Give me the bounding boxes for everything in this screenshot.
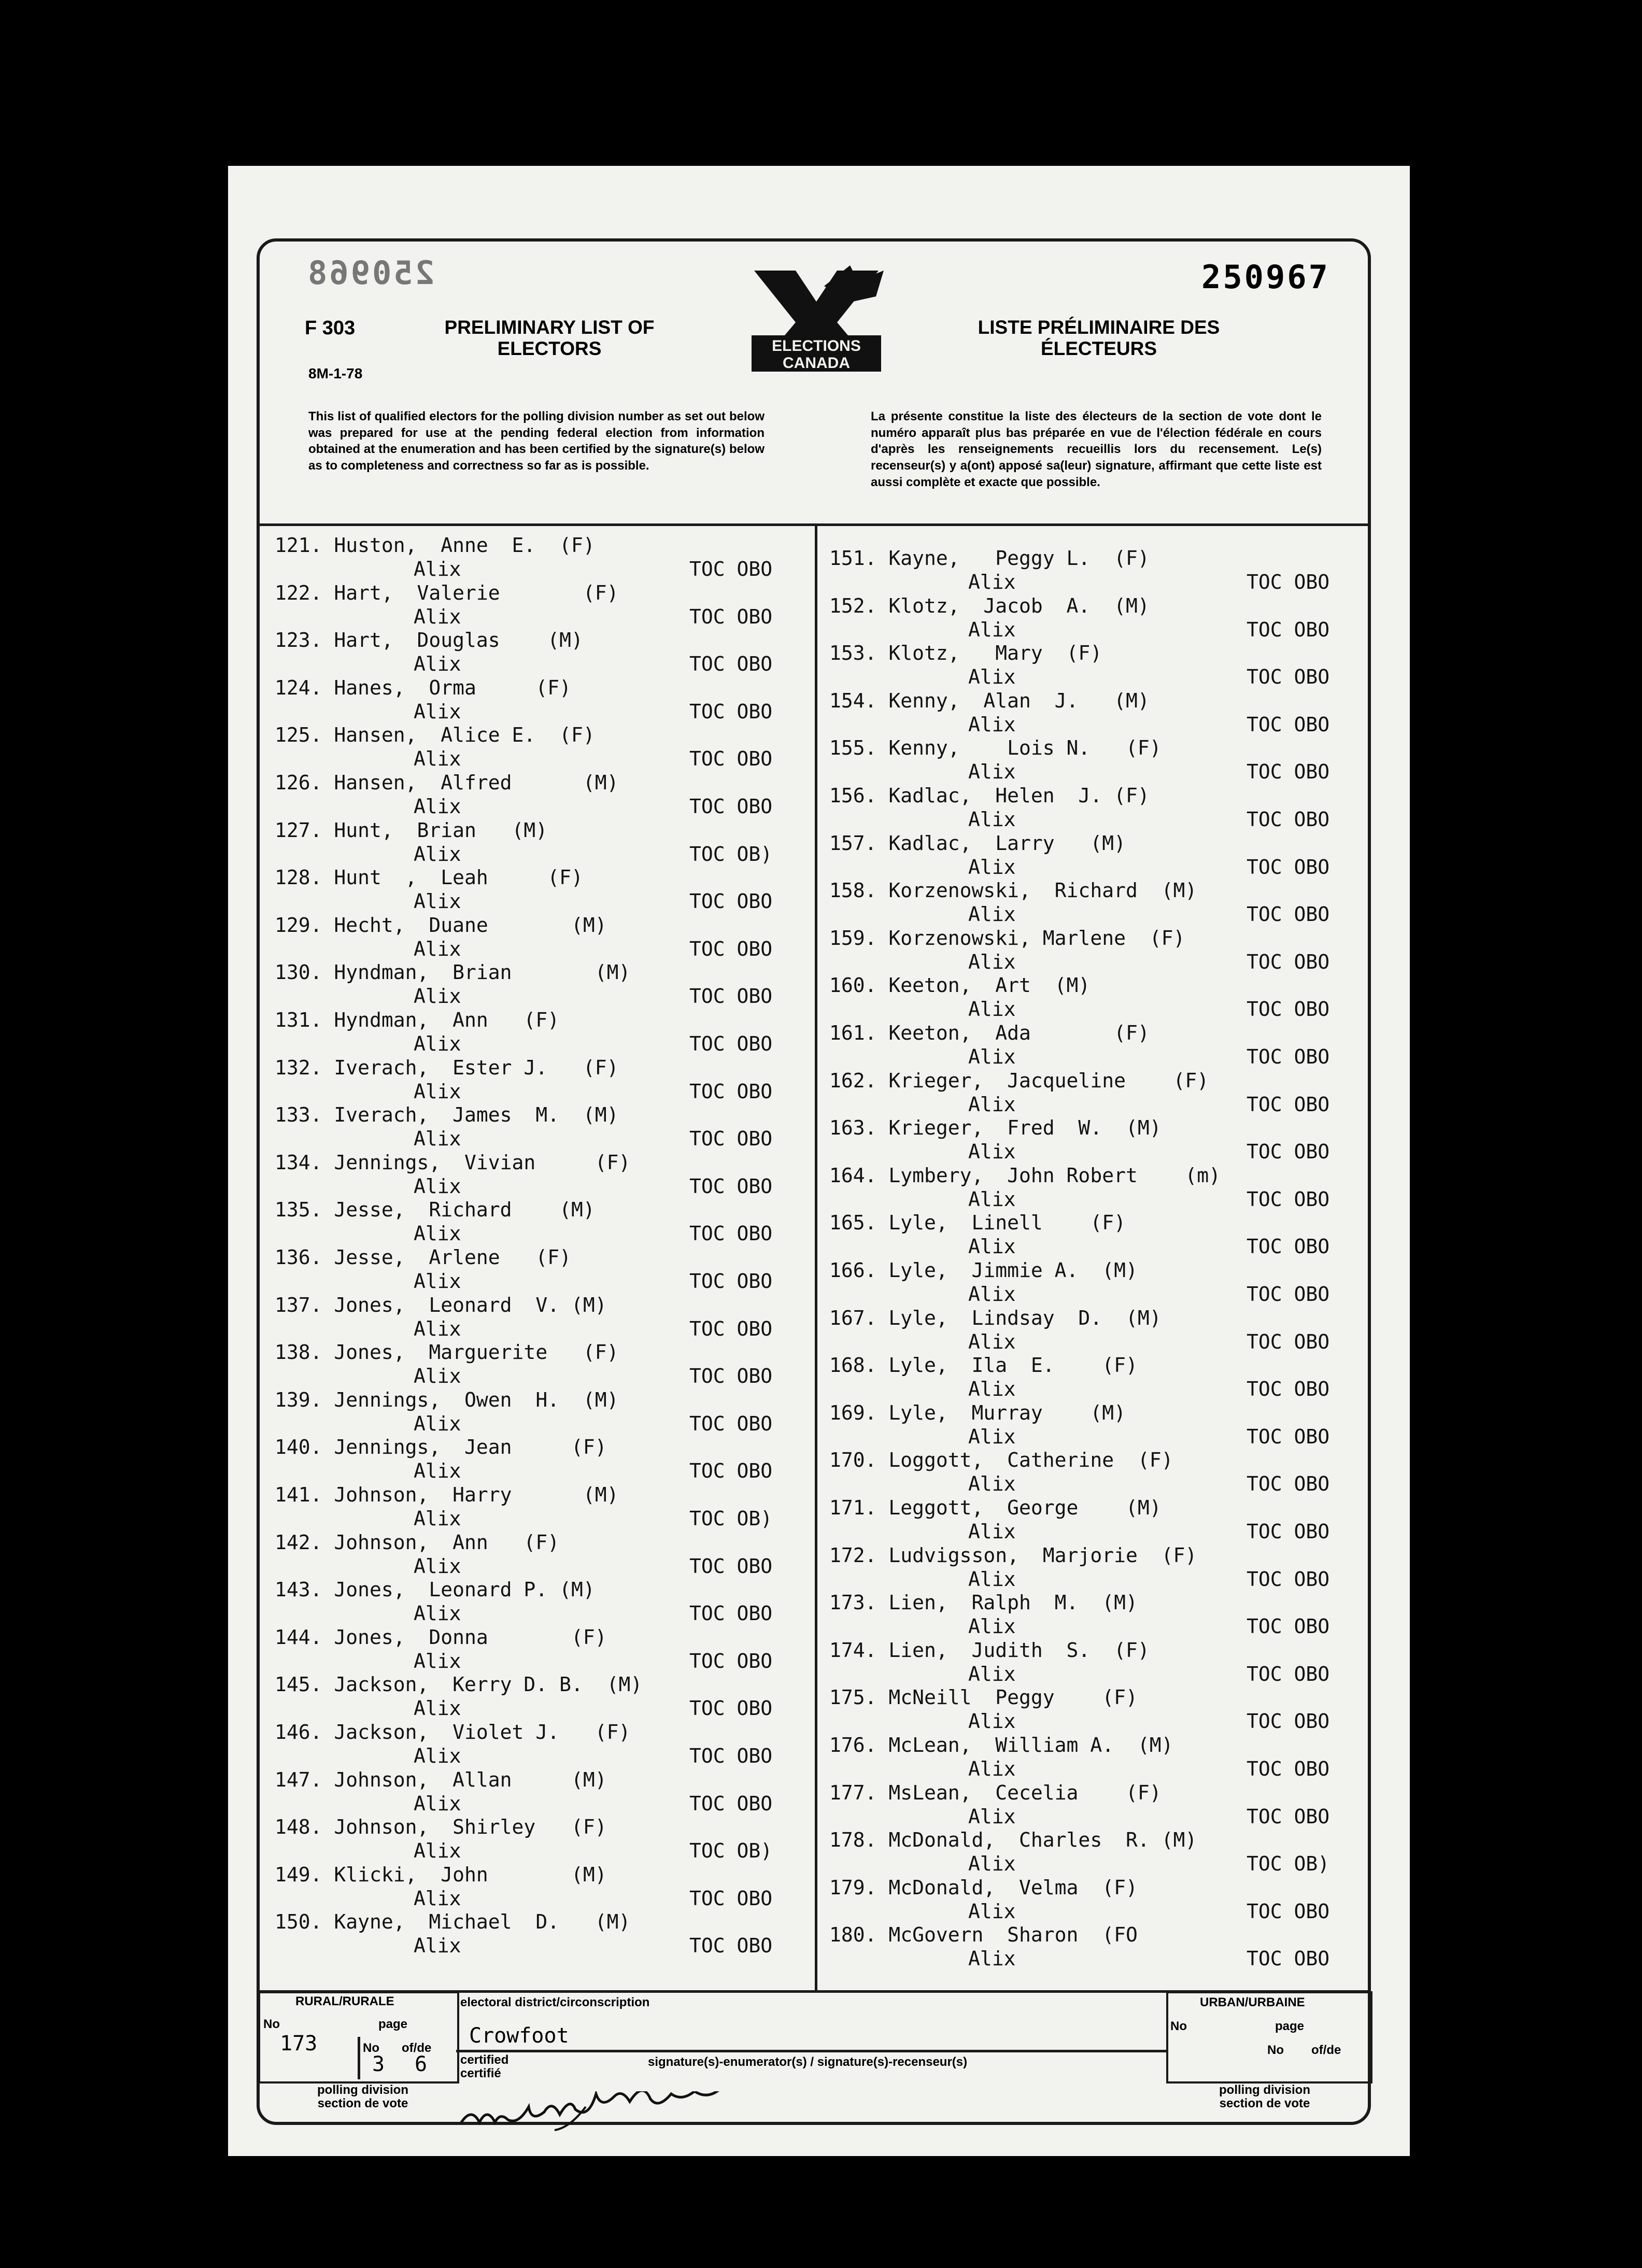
district-label: electoral district/circonscription: [460, 1995, 650, 2009]
elector-code: TOC OBO: [689, 700, 773, 723]
elector-place: Alix: [414, 1365, 461, 1388]
rural-label: RURAL/RURALE: [295, 1994, 394, 2008]
elector-code: TOC OBO: [1247, 1472, 1330, 1496]
elector-code: TOC OBO: [1247, 1710, 1330, 1733]
elector-code: TOC OBO: [689, 1317, 773, 1340]
elector-name: 133. Iverach, James M. (M): [275, 1103, 619, 1127]
elector-place: Alix: [968, 1615, 1016, 1638]
elector-name: 163. Krieger, Fred W. (M): [829, 1116, 1162, 1140]
elector-place: Alix: [968, 998, 1016, 1021]
elector-name: 146. Jackson, Violet J. (F): [275, 1721, 631, 1743]
urban-no-label: No: [1170, 2019, 1187, 2033]
elector-name: 151. Kayne, Peggy L. (F): [829, 547, 1150, 570]
elector-place: Alix: [968, 1045, 1016, 1068]
elector-code: TOC OBO: [1247, 1045, 1330, 1068]
elector-place: Alix: [414, 558, 461, 580]
elector-code: TOC OBO: [689, 1887, 773, 1910]
page-number: 3: [372, 2052, 385, 2076]
elector-code: TOC OBO: [689, 1745, 773, 1767]
elector-place: Alix: [414, 1127, 461, 1151]
district-underline: [456, 2050, 1166, 2052]
elector-code: TOC OB): [689, 1839, 773, 1863]
elector-name: 150. Kayne, Michael D. (M): [275, 1910, 631, 1934]
elector-code: TOC OBO: [1247, 1235, 1330, 1258]
elector-name: 129. Hecht, Duane (M): [275, 913, 607, 937]
elector-place: Alix: [968, 1378, 1016, 1401]
elector-place: Alix: [968, 1567, 1016, 1591]
page-label: page: [378, 2017, 408, 2031]
elector-name: 154. Kenny, Alan J. (M): [829, 689, 1150, 712]
elector-name: 156. Kadlac, Helen J. (F): [829, 784, 1150, 807]
elector-name: 161. Keeton, Ada (F): [829, 1022, 1150, 1044]
elector-place: Alix: [968, 1520, 1016, 1543]
elector-place: Alix: [968, 1283, 1016, 1306]
elector-name: 121. Huston, Anne E. (F): [275, 534, 595, 557]
elector-code: TOC OBO: [1247, 1187, 1330, 1211]
elector-code: TOC OBO: [1247, 808, 1330, 831]
elector-place: Alix: [968, 1662, 1016, 1685]
elector-code: TOC OBO: [1247, 1520, 1330, 1543]
page-box-divider: [358, 2037, 360, 2079]
elector-code: TOC OBO: [689, 1270, 773, 1293]
elector-name: 175. McNeill Peggy (F): [829, 1686, 1138, 1709]
polling-division-number: 173: [280, 2032, 318, 2056]
elector-place: Alix: [414, 747, 461, 771]
title-english: PRELIMINARY LIST OF ELECTORS: [444, 317, 655, 359]
page-no-label: No: [363, 2041, 379, 2055]
elector-place: Alix: [968, 1235, 1016, 1258]
elector-name: 170. Loggott, Catherine (F): [829, 1449, 1173, 1472]
signature-label: signature(s)-enumerator(s) / signature(s)-recenseur(s): [648, 2055, 968, 2069]
elector-code: TOC OBO: [689, 1697, 773, 1720]
district-value: Crowfoot: [469, 2024, 569, 2048]
elector-place: Alix: [414, 1649, 461, 1672]
polling-division-label: polling division section de vote: [317, 2083, 408, 2111]
elector-code: TOC OB): [689, 842, 773, 866]
elector-place: Alix: [968, 1425, 1016, 1448]
elector-place: Alix: [414, 605, 461, 628]
elector-place: Alix: [414, 1317, 461, 1340]
elector-code: TOC OBO: [1247, 1567, 1330, 1591]
elector-code: TOC OBO: [689, 1554, 773, 1578]
elector-place: Alix: [968, 1187, 1016, 1211]
elector-code: TOC OBO: [689, 890, 773, 913]
elector-code: TOC OBO: [689, 1222, 773, 1245]
elector-name: 125. Hansen, Alice E. (F): [275, 724, 595, 747]
elector-code: TOC OBO: [1247, 903, 1330, 926]
elector-name: 140. Jennings, Jean (F): [275, 1436, 607, 1459]
elector-code: TOC OBO: [689, 653, 773, 676]
elector-place: Alix: [968, 760, 1016, 784]
elector-place: Alix: [414, 985, 461, 1008]
elector-code: TOC OBO: [1247, 713, 1330, 736]
intro-french: La présente constitue la liste des électeurs de la section de vote dont le numéro apparaît plus bas préparée en vue de l'élection fédérale en cours d'après les renseignements recueillis lors du recensement. Le(s) recenseur(s) y a(ont) apposé sa(leur) signature, affirmant que cette liste est aussi complète et exacte que possible.: [871, 409, 1322, 489]
urban-label: URBAN/URBAINE: [1200, 1995, 1305, 2009]
elector-code: TOC OBO: [1247, 665, 1330, 689]
elector-code: TOC OBO: [689, 747, 773, 771]
elector-place: Alix: [414, 1459, 461, 1483]
elector-place: Alix: [968, 808, 1016, 831]
elector-code: TOC OBO: [689, 1127, 773, 1151]
elector-name: 149. Klicki, John (M): [275, 1863, 607, 1886]
elector-place: Alix: [968, 1710, 1016, 1733]
elector-place: Alix: [414, 1602, 461, 1625]
elector-name: 123. Hart, Douglas (M): [275, 629, 583, 652]
elector-name: 124. Hanes, Orma (F): [275, 676, 571, 699]
elector-name: 178. McDonald, Charles R. (M): [829, 1828, 1197, 1852]
elector-name: 136. Jesse, Arlene (F): [275, 1246, 571, 1269]
elector-code: TOC OBO: [1247, 618, 1330, 641]
elector-place: Alix: [414, 1934, 461, 1958]
elector-code: TOC OBO: [689, 1080, 773, 1103]
elector-code: TOC OBO: [1247, 1283, 1330, 1306]
elector-name: 165. Lyle, Linell (F): [829, 1211, 1126, 1235]
elector-place: Alix: [968, 855, 1016, 878]
svg-text:CANADA: CANADA: [783, 355, 850, 372]
elector-place: Alix: [414, 1174, 461, 1198]
elector-name: 143. Jones, Leonard P. (M): [275, 1578, 595, 1601]
elector-code: TOC OBO: [689, 1649, 773, 1672]
elector-name: 141. Johnson, Harry (M): [275, 1483, 619, 1506]
column-divider: [815, 525, 817, 1991]
elector-place: Alix: [414, 795, 461, 818]
urban-of-label: of/de: [1311, 2043, 1341, 2057]
header-divider: [258, 523, 1369, 526]
elector-code: TOC OBO: [1247, 1378, 1330, 1401]
elector-code: TOC OBO: [1247, 1805, 1330, 1828]
elector-place: Alix: [968, 618, 1016, 641]
form-date: 8M-1-78: [308, 365, 363, 381]
elector-place: Alix: [968, 1140, 1016, 1164]
elector-place: Alix: [414, 700, 461, 723]
elector-name: 131. Hyndman, Ann (F): [275, 1009, 560, 1031]
elector-code: TOC OBO: [689, 1792, 773, 1815]
elector-code: TOC OBO: [689, 985, 773, 1008]
elector-code: TOC OBO: [1247, 998, 1330, 1021]
elector-place: Alix: [414, 1792, 461, 1815]
elector-place: Alix: [968, 1330, 1016, 1353]
elector-name: 152. Klotz, Jacob A. (M): [829, 594, 1150, 617]
elector-name: 127. Hunt, Brian (M): [275, 818, 548, 842]
enumerator-signature: [456, 2091, 777, 2138]
elector-code: TOC OBO: [689, 1032, 773, 1055]
elector-name: 144. Jones, Donna (F): [275, 1625, 607, 1649]
elector-code: TOC OBO: [1247, 1140, 1330, 1164]
elector-place: Alix: [414, 842, 461, 866]
elector-code: TOC OBO: [1247, 950, 1330, 973]
urban-page-no-label: No: [1267, 2043, 1284, 2057]
elector-name: 168. Lyle, Ila E. (F): [829, 1354, 1138, 1377]
elector-name: 169. Lyle, Murray (M): [829, 1401, 1126, 1424]
elector-name: 179. McDonald, Velma (F): [829, 1876, 1138, 1899]
elector-name: 160. Keeton, Art (M): [829, 974, 1091, 997]
elector-place: Alix: [968, 1472, 1016, 1496]
elector-place: Alix: [968, 950, 1016, 973]
elector-code: TOC OB): [689, 1507, 773, 1530]
elector-place: Alix: [414, 1745, 461, 1767]
elector-code: TOC OBO: [689, 795, 773, 818]
elector-place: Alix: [414, 1032, 461, 1055]
elector-name: 138. Jones, Marguerite (F): [275, 1341, 619, 1364]
elector-name: 164. Lymbery, John Robert (m): [829, 1164, 1221, 1187]
elector-code: TOC OBO: [1247, 1757, 1330, 1780]
elector-name: 174. Lien, Judith S. (F): [829, 1638, 1150, 1662]
elector-name: 167. Lyle, Lindsay D. (M): [829, 1306, 1162, 1329]
elector-place: Alix: [968, 1757, 1016, 1780]
elector-name: 176. McLean, William A. (M): [829, 1734, 1173, 1756]
elector-place: Alix: [414, 1270, 461, 1293]
elector-place: Alix: [968, 903, 1016, 926]
elector-name: 135. Jesse, Richard (M): [275, 1198, 595, 1222]
elector-code: TOC OBO: [1247, 760, 1330, 784]
elector-place: Alix: [414, 1839, 461, 1863]
polling-division-label-urban: polling division section de vote: [1219, 2083, 1310, 2111]
elector-place: Alix: [414, 890, 461, 913]
page-total: 6: [415, 2052, 428, 2076]
elector-place: Alix: [968, 1900, 1016, 1923]
electors-column-right: [829, 547, 1363, 1988]
elector-place: Alix: [414, 1887, 461, 1910]
elector-code: TOC OBO: [1247, 1330, 1330, 1353]
elector-code: TOC OBO: [1247, 1425, 1330, 1448]
elector-code: TOC OBO: [689, 937, 773, 960]
elector-place: Alix: [414, 653, 461, 676]
elector-code: TOC OBO: [1247, 1662, 1330, 1685]
certified-label: certified certifié: [460, 2053, 509, 2081]
elector-place: Alix: [968, 1093, 1016, 1116]
elector-place: Alix: [968, 713, 1016, 736]
elector-name: 145. Jackson, Kerry D. B. (M): [275, 1673, 643, 1696]
serial-number-reverse: 250968: [306, 254, 434, 292]
title-french: LISTE PRÉLIMINAIRE DES ÉLECTEURS: [978, 317, 1220, 359]
elector-place: Alix: [414, 937, 461, 960]
elector-name: 122. Hart, Valerie (F): [275, 581, 619, 604]
elector-code: TOC OBO: [689, 1459, 773, 1483]
elector-name: 177. MsLean, Cecelia (F): [829, 1781, 1162, 1804]
elector-place: Alix: [414, 1507, 461, 1530]
elector-code: TOC OBO: [1247, 855, 1330, 878]
elector-name: 180. McGovern Sharon (FO: [829, 1923, 1138, 1947]
elector-name: 172. Ludvigsson, Marjorie (F): [829, 1543, 1197, 1567]
elector-code: TOC OBO: [689, 1174, 773, 1198]
elector-place: Alix: [414, 1412, 461, 1435]
elector-code: TOC OBO: [689, 605, 773, 628]
elector-name: 132. Iverach, Ester J. (F): [275, 1056, 619, 1079]
elector-name: 171. Leggott, George (M): [829, 1496, 1162, 1519]
elector-code: TOC OBO: [689, 1412, 773, 1435]
elector-name: 128. Hunt , Leah (F): [275, 866, 583, 889]
elector-place: Alix: [968, 1947, 1016, 1971]
page-of-label: of/de: [402, 2041, 432, 2055]
elector-code: TOC OBO: [1247, 571, 1330, 593]
form-number: F 303: [305, 317, 356, 339]
elector-name: 130. Hyndman, Brian (M): [275, 961, 631, 984]
elector-name: 155. Kenny, Lois N. (F): [829, 736, 1162, 760]
elector-name: 153. Klotz, Mary (F): [829, 642, 1102, 665]
elector-name: 142. Johnson, Ann (F): [275, 1530, 560, 1554]
elector-name: 159. Korzenowski, Marlene (F): [829, 926, 1185, 949]
elector-code: TOC OBO: [689, 1934, 773, 1958]
elector-place: Alix: [968, 1805, 1016, 1828]
svg-text:ELECTIONS: ELECTIONS: [772, 337, 861, 355]
elector-code: TOC OBO: [689, 1602, 773, 1625]
elector-code: TOC OBO: [1247, 1947, 1330, 1971]
elector-name: 148. Johnson, Shirley (F): [275, 1816, 607, 1839]
elector-name: 162. Krieger, Jacqueline (F): [829, 1069, 1209, 1092]
elections-canada-logo: [746, 265, 886, 385]
elector-code: TOC OBO: [1247, 1093, 1330, 1116]
elector-code: TOC OBO: [689, 558, 773, 580]
elector-place: Alix: [414, 1697, 461, 1720]
elector-code: TOC OBO: [689, 1365, 773, 1388]
elector-name: 173. Lien, Ralph M. (M): [829, 1591, 1138, 1614]
electors-column-left: [275, 534, 809, 1975]
elector-place: Alix: [968, 571, 1016, 593]
serial-number: 250967: [1201, 258, 1330, 296]
elector-place: Alix: [414, 1554, 461, 1578]
elector-name: 157. Kadlac, Larry (M): [829, 831, 1126, 855]
elector-place: Alix: [414, 1080, 461, 1103]
elector-place: Alix: [968, 1852, 1016, 1876]
elector-place: Alix: [968, 665, 1016, 689]
elector-name: 126. Hansen, Alfred (M): [275, 771, 619, 794]
intro-english: This list of qualified electors for the polling division number as set out below was prepared for use at the pending federal election from information obtained at the enumeration and has been certified by the signature(s) below as to completeness and correctness so far as is possible.: [308, 409, 765, 473]
elector-name: 166. Lyle, Jimmie A. (M): [829, 1259, 1138, 1282]
urban-page-label: page: [1275, 2019, 1305, 2033]
elector-name: 147. Johnson, Allan (M): [275, 1768, 607, 1791]
elector-place: Alix: [414, 1222, 461, 1245]
elector-code: TOC OB): [1247, 1852, 1330, 1876]
elector-name: 137. Jones, Leonard V. (M): [275, 1293, 607, 1316]
elector-name: 134. Jennings, Vivian (F): [275, 1151, 631, 1174]
elector-code: TOC OBO: [1247, 1900, 1330, 1923]
elector-name: 139. Jennings, Owen H. (M): [275, 1388, 619, 1411]
elector-name: 158. Korzenowski, Richard (M): [829, 879, 1197, 902]
elector-code: TOC OBO: [1247, 1615, 1330, 1638]
rural-no-label: No: [263, 2017, 280, 2031]
